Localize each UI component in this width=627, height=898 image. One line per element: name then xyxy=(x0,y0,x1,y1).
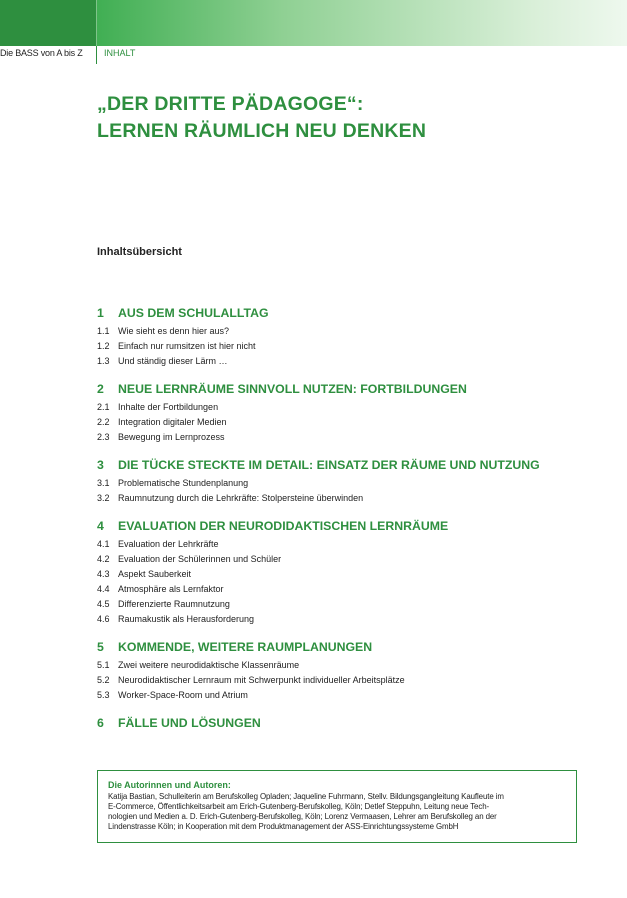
toc-section-heading[interactable] xyxy=(97,716,597,732)
page-title-line-1: „DER DRITTE PÄDAGOGE“: xyxy=(97,93,364,115)
toc-entry[interactable] xyxy=(97,476,597,491)
toc-section-title: AUS DEM SCHULALLTAG xyxy=(118,306,269,320)
toc-entry-number: 4.5 xyxy=(97,599,110,609)
toc-entry-number: 5.2 xyxy=(97,675,110,685)
toc-entry-number: 4.6 xyxy=(97,614,110,624)
top-band-divider xyxy=(96,0,97,46)
toc-section-heading[interactable] xyxy=(97,519,597,535)
toc-entry[interactable] xyxy=(97,400,597,415)
toc-section-heading[interactable] xyxy=(97,640,597,656)
toc-entry[interactable] xyxy=(97,688,597,703)
toc-section-title: FÄLLE UND LÖSUNGEN xyxy=(118,716,261,730)
header-separator xyxy=(96,46,97,64)
section-label: INHALT xyxy=(104,48,136,58)
authors-line: Katija Bastian, Schulleiterin am Berufskolleg Opladen; Jaqueline Fuhrmann, Stellv. Bildungsgangleitung Kaufleute im xyxy=(108,792,504,801)
toc-entry-label: Und ständig dieser Lärm … xyxy=(118,356,228,366)
toc-section-number: 6 xyxy=(97,716,104,730)
toc-entry-number: 5.3 xyxy=(97,690,110,700)
toc-entry[interactable] xyxy=(97,537,597,552)
toc-entry[interactable] xyxy=(97,658,597,673)
toc-section xyxy=(97,306,597,369)
toc-entry[interactable] xyxy=(97,552,597,567)
toc-entry-label: Zwei weitere neurodidaktische Klassenräume xyxy=(118,660,300,670)
toc-section-number: 4 xyxy=(97,519,104,533)
authors-line: nologien und Medien a. D. Erich-Gutenberg-Berufskolleg, Köln; Lorenz Vermaasen, Lehrer am Berufskolleg an der xyxy=(108,812,497,821)
toc-section-title: KOMMENDE, WEITERE RAUMPLANUNGEN xyxy=(118,640,373,654)
toc-entry-label: Problematische Stundenplanung xyxy=(118,478,249,488)
page-title-line-2: LERNEN RÄUMLICH NEU DENKEN xyxy=(97,120,427,142)
toc-section-heading[interactable] xyxy=(97,382,597,398)
toc-entry-number: 4.1 xyxy=(97,539,110,549)
toc-entry[interactable] xyxy=(97,582,597,597)
toc-entry-number: 1.2 xyxy=(97,341,110,351)
toc-entry[interactable] xyxy=(97,673,597,688)
toc-entry[interactable] xyxy=(97,597,597,612)
toc-section-title: NEUE LERNRÄUME SINNVOLL NUTZEN: FORTBILDUNGEN xyxy=(118,382,467,396)
toc-section-number: 1 xyxy=(97,306,104,320)
toc-section-title: EVALUATION DER NEURODIDAKTISCHEN LERNRÄUME xyxy=(118,519,449,533)
toc-entry-number: 2.1 xyxy=(97,402,110,412)
publication-label: Die BASS von A bis Z xyxy=(0,48,83,58)
table-of-contents xyxy=(97,306,597,745)
toc-entry-label: Integration digitaler Medien xyxy=(118,417,227,427)
overview-heading: Inhaltsübersicht xyxy=(97,246,182,258)
running-header xyxy=(0,46,627,64)
toc-entry[interactable] xyxy=(97,324,597,339)
authors-box xyxy=(97,770,577,843)
toc-section-title: DIE TÜCKE STECKTE IM DETAIL: EINSATZ DER RÄUME UND NUTZUNG xyxy=(118,458,540,472)
toc-entry-number: 2.3 xyxy=(97,432,110,442)
toc-entry-label: Wie sieht es denn hier aus? xyxy=(118,326,230,336)
toc-entry-label: Evaluation der Lehrkräfte xyxy=(118,539,219,549)
toc-entry-number: 2.2 xyxy=(97,417,110,427)
toc-entry[interactable] xyxy=(97,339,597,354)
toc-entry-number: 4.2 xyxy=(97,554,110,564)
toc-entry-label: Aspekt Sauberkeit xyxy=(118,569,192,579)
toc-entry-label: Neurodidaktischer Lernraum mit Schwerpunkt individueller Arbeitsplätze xyxy=(118,675,405,685)
toc-section-number: 3 xyxy=(97,458,104,472)
toc-entry[interactable] xyxy=(97,415,597,430)
toc-section xyxy=(97,458,597,506)
toc-section-heading[interactable] xyxy=(97,458,597,474)
toc-entry-number: 4.4 xyxy=(97,584,110,594)
toc-section xyxy=(97,716,597,732)
toc-section xyxy=(97,519,597,627)
toc-entry-number: 4.3 xyxy=(97,569,110,579)
toc-entry[interactable] xyxy=(97,354,597,369)
toc-entry-label: Worker-Space-Room und Atrium xyxy=(118,690,248,700)
toc-entry-number: 1.3 xyxy=(97,356,110,366)
toc-section-heading[interactable] xyxy=(97,306,597,322)
authors-line: Lindenstrasse Köln; in Kooperation mit dem Produktmanagement der ASS-Einrichtungssysteme GmbH xyxy=(108,822,459,831)
toc-entry-label: Bewegung im Lernprozess xyxy=(118,432,225,442)
toc-entry-label: Atmosphäre als Lernfaktor xyxy=(118,584,224,594)
toc-entry-label: Raumakustik als Herausforderung xyxy=(118,614,255,624)
toc-section-number: 2 xyxy=(97,382,104,396)
toc-entry-number: 3.1 xyxy=(97,478,110,488)
page-title xyxy=(97,91,597,145)
authors-text xyxy=(108,792,566,832)
toc-entry-number: 5.1 xyxy=(97,660,110,670)
authors-line: E-Commerce, Öffentlichkeitsarbeit am Erich-Gutenberg-Berufskolleg, Köln; Detlef Steppuhn, Leitung neue Tech- xyxy=(108,802,490,811)
toc-entry-label: Evaluation der Schülerinnen und Schüler xyxy=(118,554,282,564)
toc-entry[interactable] xyxy=(97,567,597,582)
toc-entry-label: Raumnutzung durch die Lehrkräfte: Stolpersteine überwinden xyxy=(118,493,364,503)
toc-entry-number: 1.1 xyxy=(97,326,110,336)
toc-entry[interactable] xyxy=(97,430,597,445)
toc-entry[interactable] xyxy=(97,612,597,627)
toc-entry-label: Differenzierte Raumnutzung xyxy=(118,599,230,609)
toc-section xyxy=(97,382,597,445)
toc-section xyxy=(97,640,597,703)
toc-entry-label: Inhalte der Fortbildungen xyxy=(118,402,219,412)
toc-section-number: 5 xyxy=(97,640,104,654)
authors-heading: Die Autorinnen und Autoren: xyxy=(108,780,231,790)
top-band-left-block xyxy=(0,0,96,46)
toc-entry[interactable] xyxy=(97,491,597,506)
toc-entry-label: Einfach nur rumsitzen ist hier nicht xyxy=(118,341,256,351)
toc-entry-number: 3.2 xyxy=(97,493,110,503)
